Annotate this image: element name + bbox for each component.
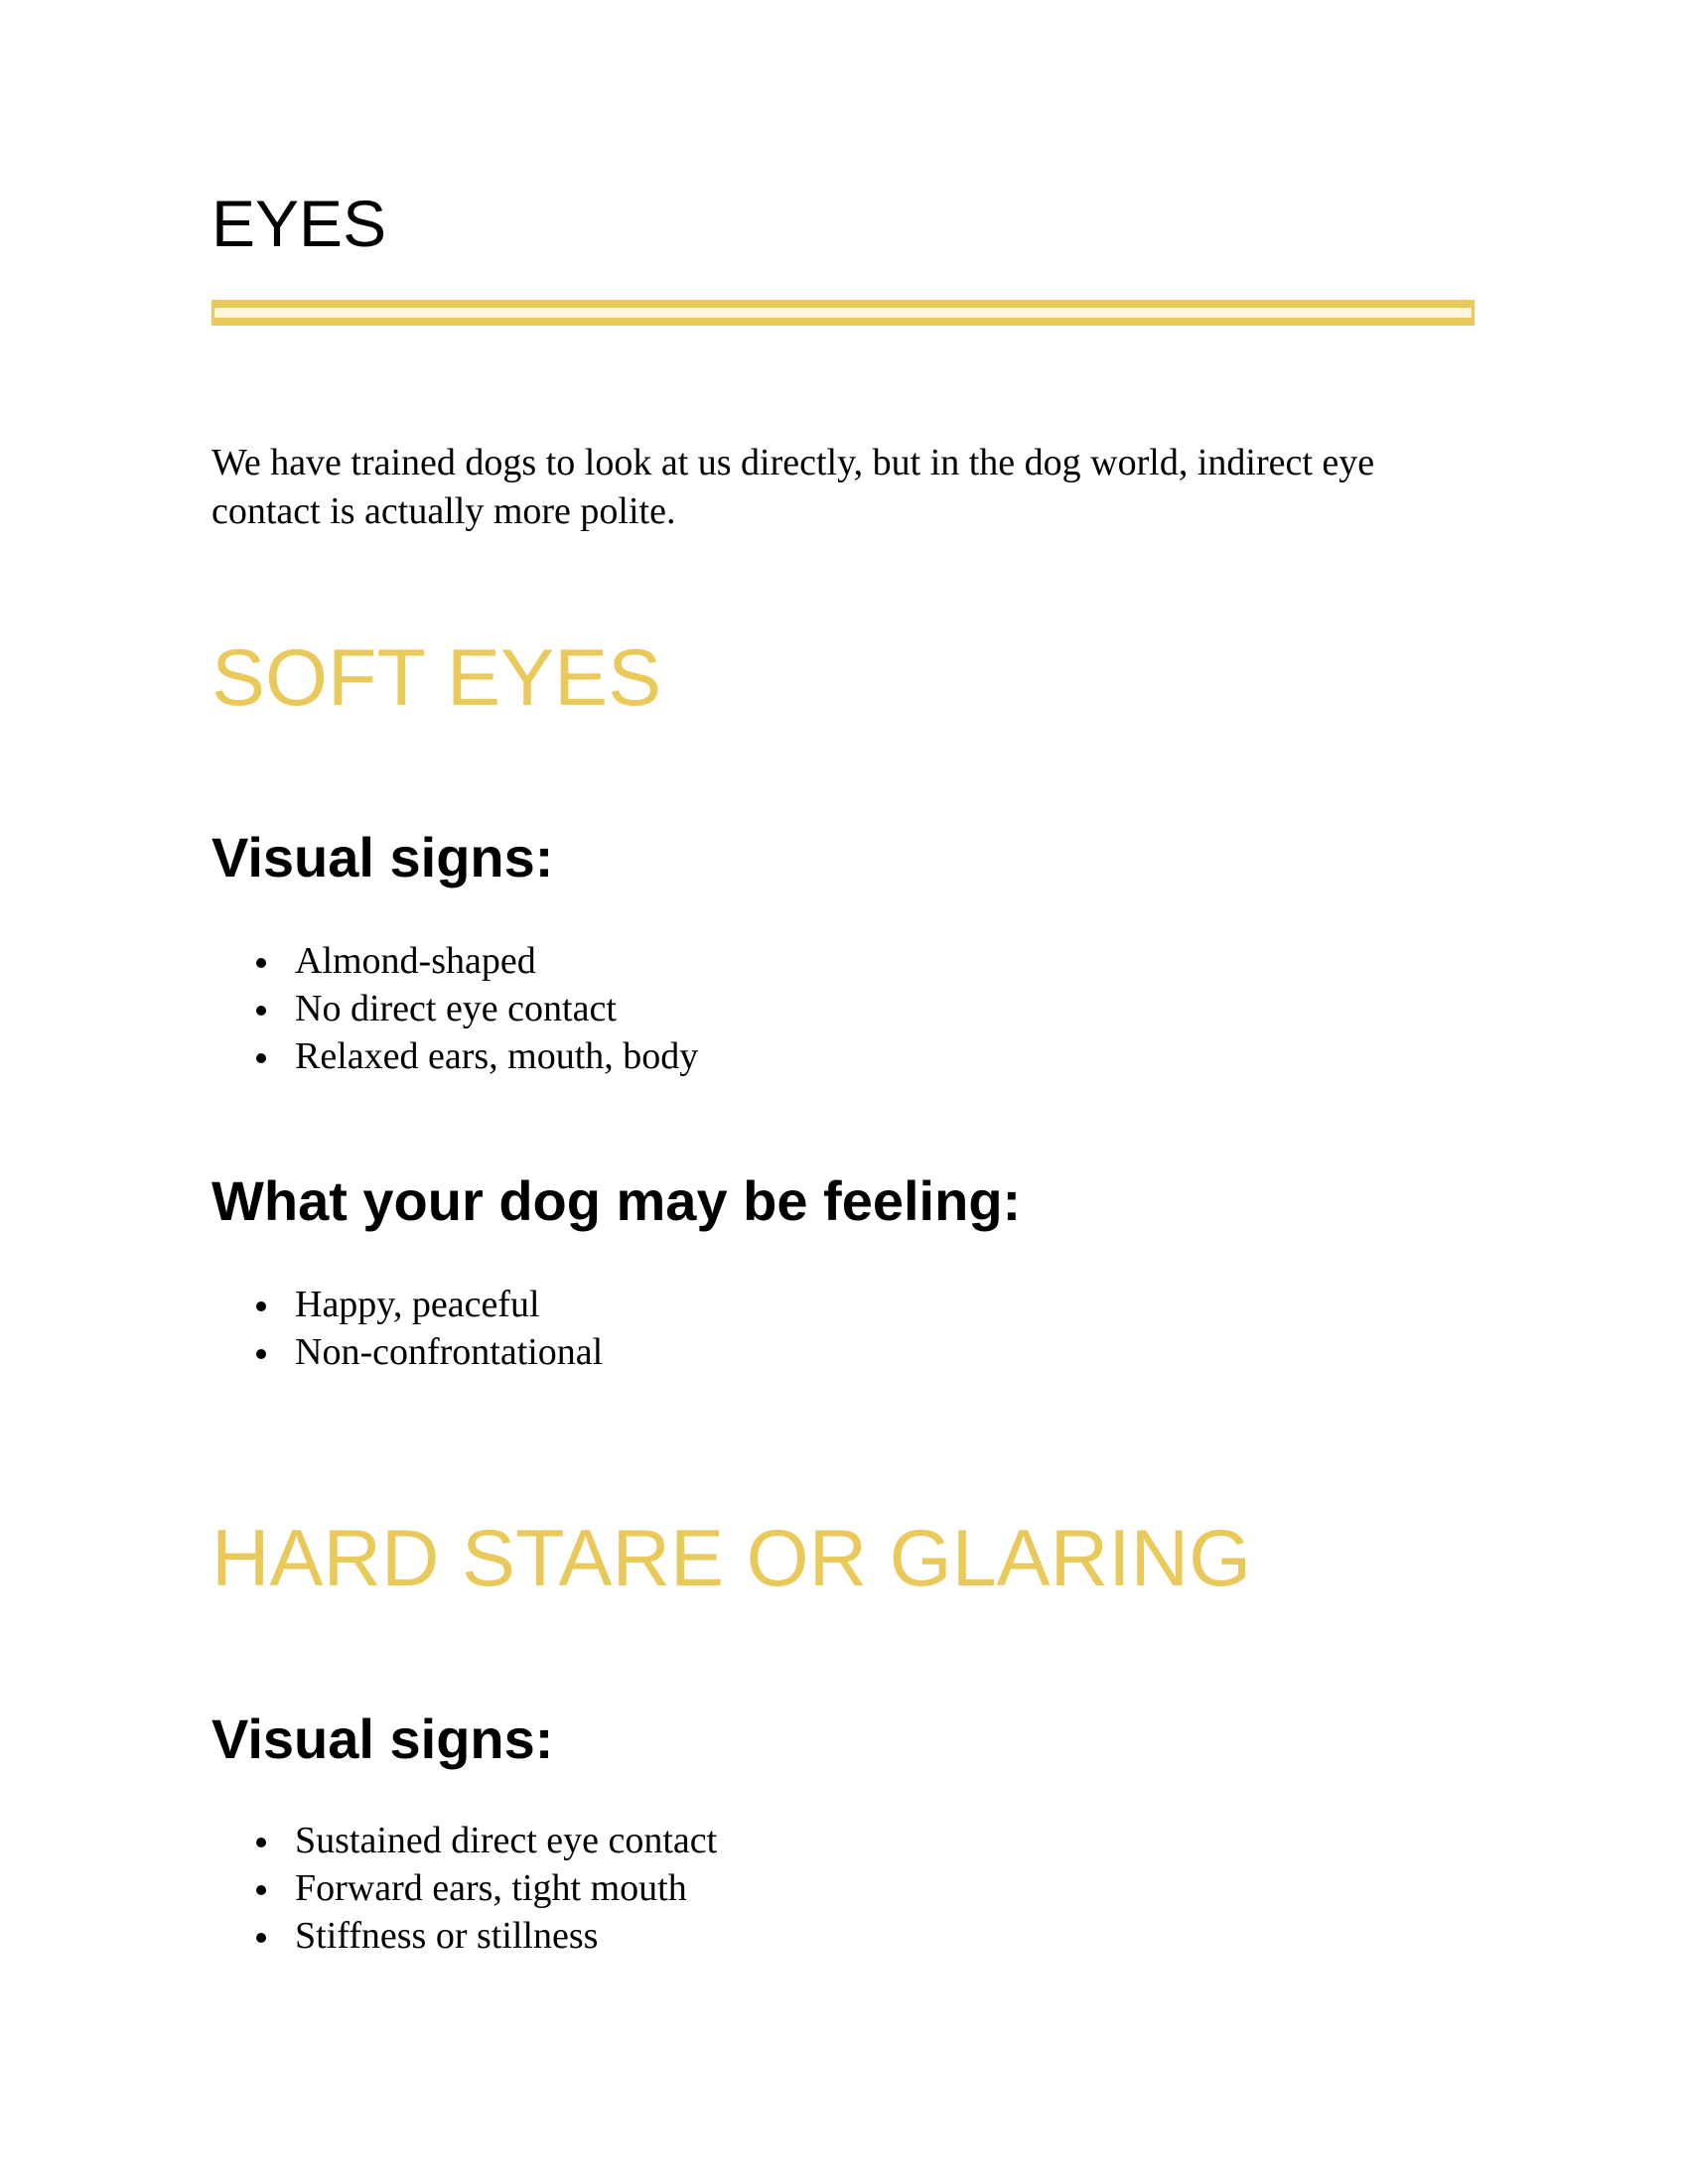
list-item: No direct eye contact [211,985,698,1032]
section-heading-soft-eyes: SOFT EYES [211,633,662,723]
feeling-heading: What your dog may be feeling: [211,1169,1022,1232]
visual-signs-list [211,937,698,1080]
feelings-list [211,1281,603,1376]
list-item: Stiffness or stillness [211,1912,717,1960]
visual-signs-heading: Visual signs: [211,1707,554,1770]
title-divider [211,300,1475,326]
list-item: Non-confrontational [211,1328,603,1376]
list-item: Forward ears, tight mouth [211,1864,717,1912]
visual-signs-heading: Visual signs: [211,826,554,888]
page-title: EYES [211,187,387,260]
list-item: Relaxed ears, mouth, body [211,1032,698,1080]
list-item: Happy, peaceful [211,1281,603,1328]
intro-paragraph: We have trained dogs to look at us directly, but in the dog world, indirect eye contact is actually more polite. [211,442,1375,532]
visual-signs-list [211,1817,717,1960]
list-item: Almond-shaped [211,937,698,985]
section-heading-hard-stare: HARD STARE OR GLARING [211,1514,1252,1603]
list-item: Sustained direct eye contact [211,1817,717,1864]
